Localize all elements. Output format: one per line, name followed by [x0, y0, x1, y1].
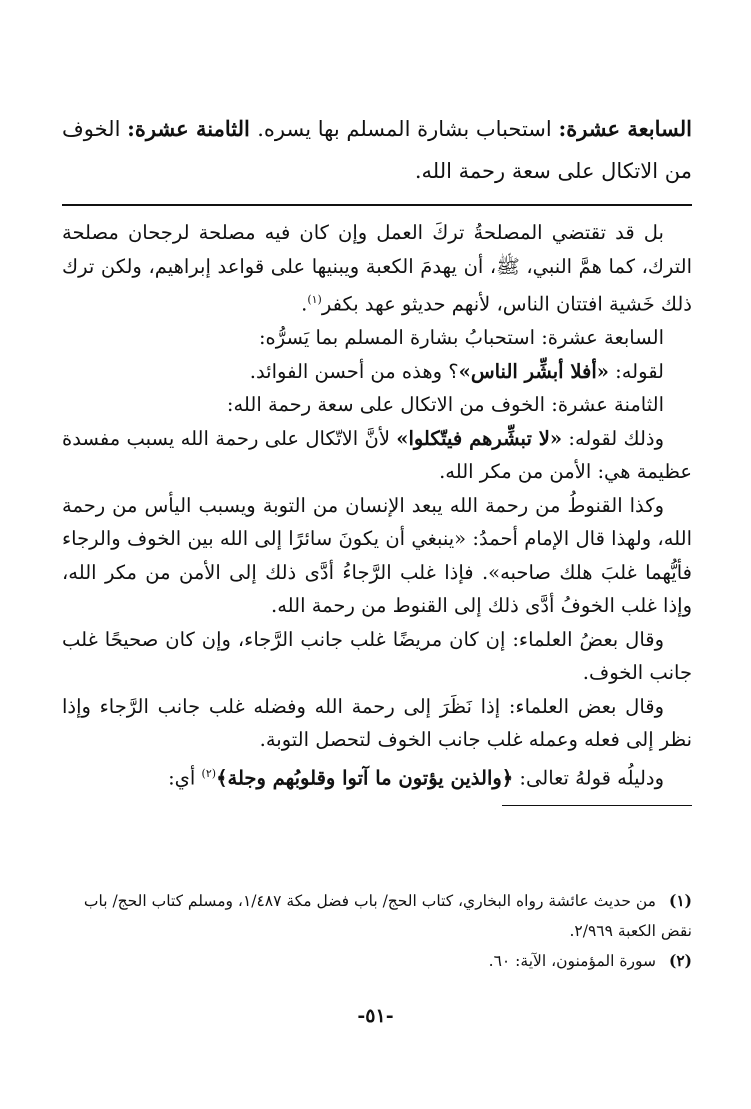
header-heading-18: الثامنة عشرة: [127, 116, 258, 141]
footnote-1 [62, 886, 692, 946]
hadith-quote-1: «أفلا أبشِّر الناس» [458, 359, 609, 383]
footnote-1-text: من حديث عائشة رواه البخاري، كتاب الحج/ باب فضل مكة ١/٤٨٧، ومسلم كتاب الحج/ باب نقض الكعبة ٢/٩٦٩. [83, 892, 692, 940]
paragraph-7: وقال بعضُ العلماء: إن كان مريضًا غلب جانب الرَّجاء، وإن كان صحيحًا غلب جانب الخوف. [62, 627, 692, 684]
paragraph-5 [62, 422, 692, 489]
header-text-17: استحباب بشارة المسلم بها يسره. [257, 117, 559, 141]
paragraph-3-end: ؟ وهذه من أحسن الفوائد. [249, 359, 459, 383]
footnote-ref-2: (٢) [201, 766, 217, 780]
paragraph-9-start: ودليلُه قولهُ تعالى: [513, 766, 664, 789]
page-content [62, 108, 692, 806]
paragraph-8: وقال بعض العلماء: إذا نَظَرَ إلى رحمة الله وفضله غلب جانب الرَّجاء وإذا نظر إلى فعله وعمله غلب جانب الخوف لتحصل التوبة. [62, 694, 692, 751]
footnote-2 [62, 946, 692, 976]
paragraph-9 [62, 757, 692, 795]
paragraph-9-end: أي: [168, 766, 202, 789]
paragraph-5-start: وذلك لقوله: [562, 426, 665, 450]
quran-verse: ﴿والذين يؤتون ما آتوا وقلوبُهم وجلة﴾ [216, 766, 514, 789]
header-heading-17: السابعة عشرة: [558, 116, 692, 141]
hadith-quote-2: «لا تبشِّرهم فيتّكلوا» [396, 426, 563, 450]
paragraph-4: الثامنة عشرة: الخوف من الاتكال على سعة رحمة الله: [226, 393, 664, 416]
paragraph-1 [62, 216, 692, 321]
footnotes [62, 886, 692, 976]
page-number: -٥١- [357, 1005, 394, 1027]
paragraph-3 [62, 355, 692, 389]
paragraph-3-start: لقوله: [608, 359, 664, 383]
main-text [62, 216, 692, 795]
paragraph-6: وكذا القنوطُ من رحمة الله يبعد الإنسان من التوبة ويسبب اليأس من رحمة الله، ولهذا قال الإمام أحمدُ: «ينبغي أن يكونَ سائرًا إلى الله بين الخوف والرجاء فأيُّهما غلبَ هلك صاحبه». فإذا غلب الرَّجاءُ أدَّى ذلك إلى الأمن من مكر الله، وإذا غلب الخوفُ أدَّى ذلك إلى القنوط من رحمة الله. [62, 493, 692, 617]
header-text-18: الخوف من الاتكال على سعة رحمة الله. [62, 117, 692, 183]
footnote-2-number: (٢) [668, 951, 692, 970]
paragraph-1-text: بل قد تقتضي المصلحةُ تركَ العمل وإن كان فيه مصلحة لرجحان مصلحة الترك، كما همَّ النبي، ﷺ، أن يهدمَ الكعبة ويبنيها على قواعد إبراهيم، ولكن ترك ذلك خَشية افتتان الناس، لأنهم حديثو عهد بكفر [62, 221, 692, 316]
paragraph-5-end: لأنَّ الاتّكال على رحمة الله يسبب مفسدة عظيمة هي: الأمن من مكر الله. [62, 426, 692, 483]
footnote-ref-1: (١) [307, 293, 322, 306]
footnote-2-text: سورة المؤمنون، الآية: ٦٠. [488, 952, 656, 970]
paragraph-2: السابعة عشرة: استحبابُ بشارة المسلم بما يَسرُّه: [258, 326, 664, 349]
footnote-1-number: (١) [668, 891, 692, 910]
paragraph-1-end: . [301, 292, 308, 316]
page-header [62, 108, 692, 192]
footnote-divider [502, 805, 692, 806]
header-divider [62, 204, 692, 206]
